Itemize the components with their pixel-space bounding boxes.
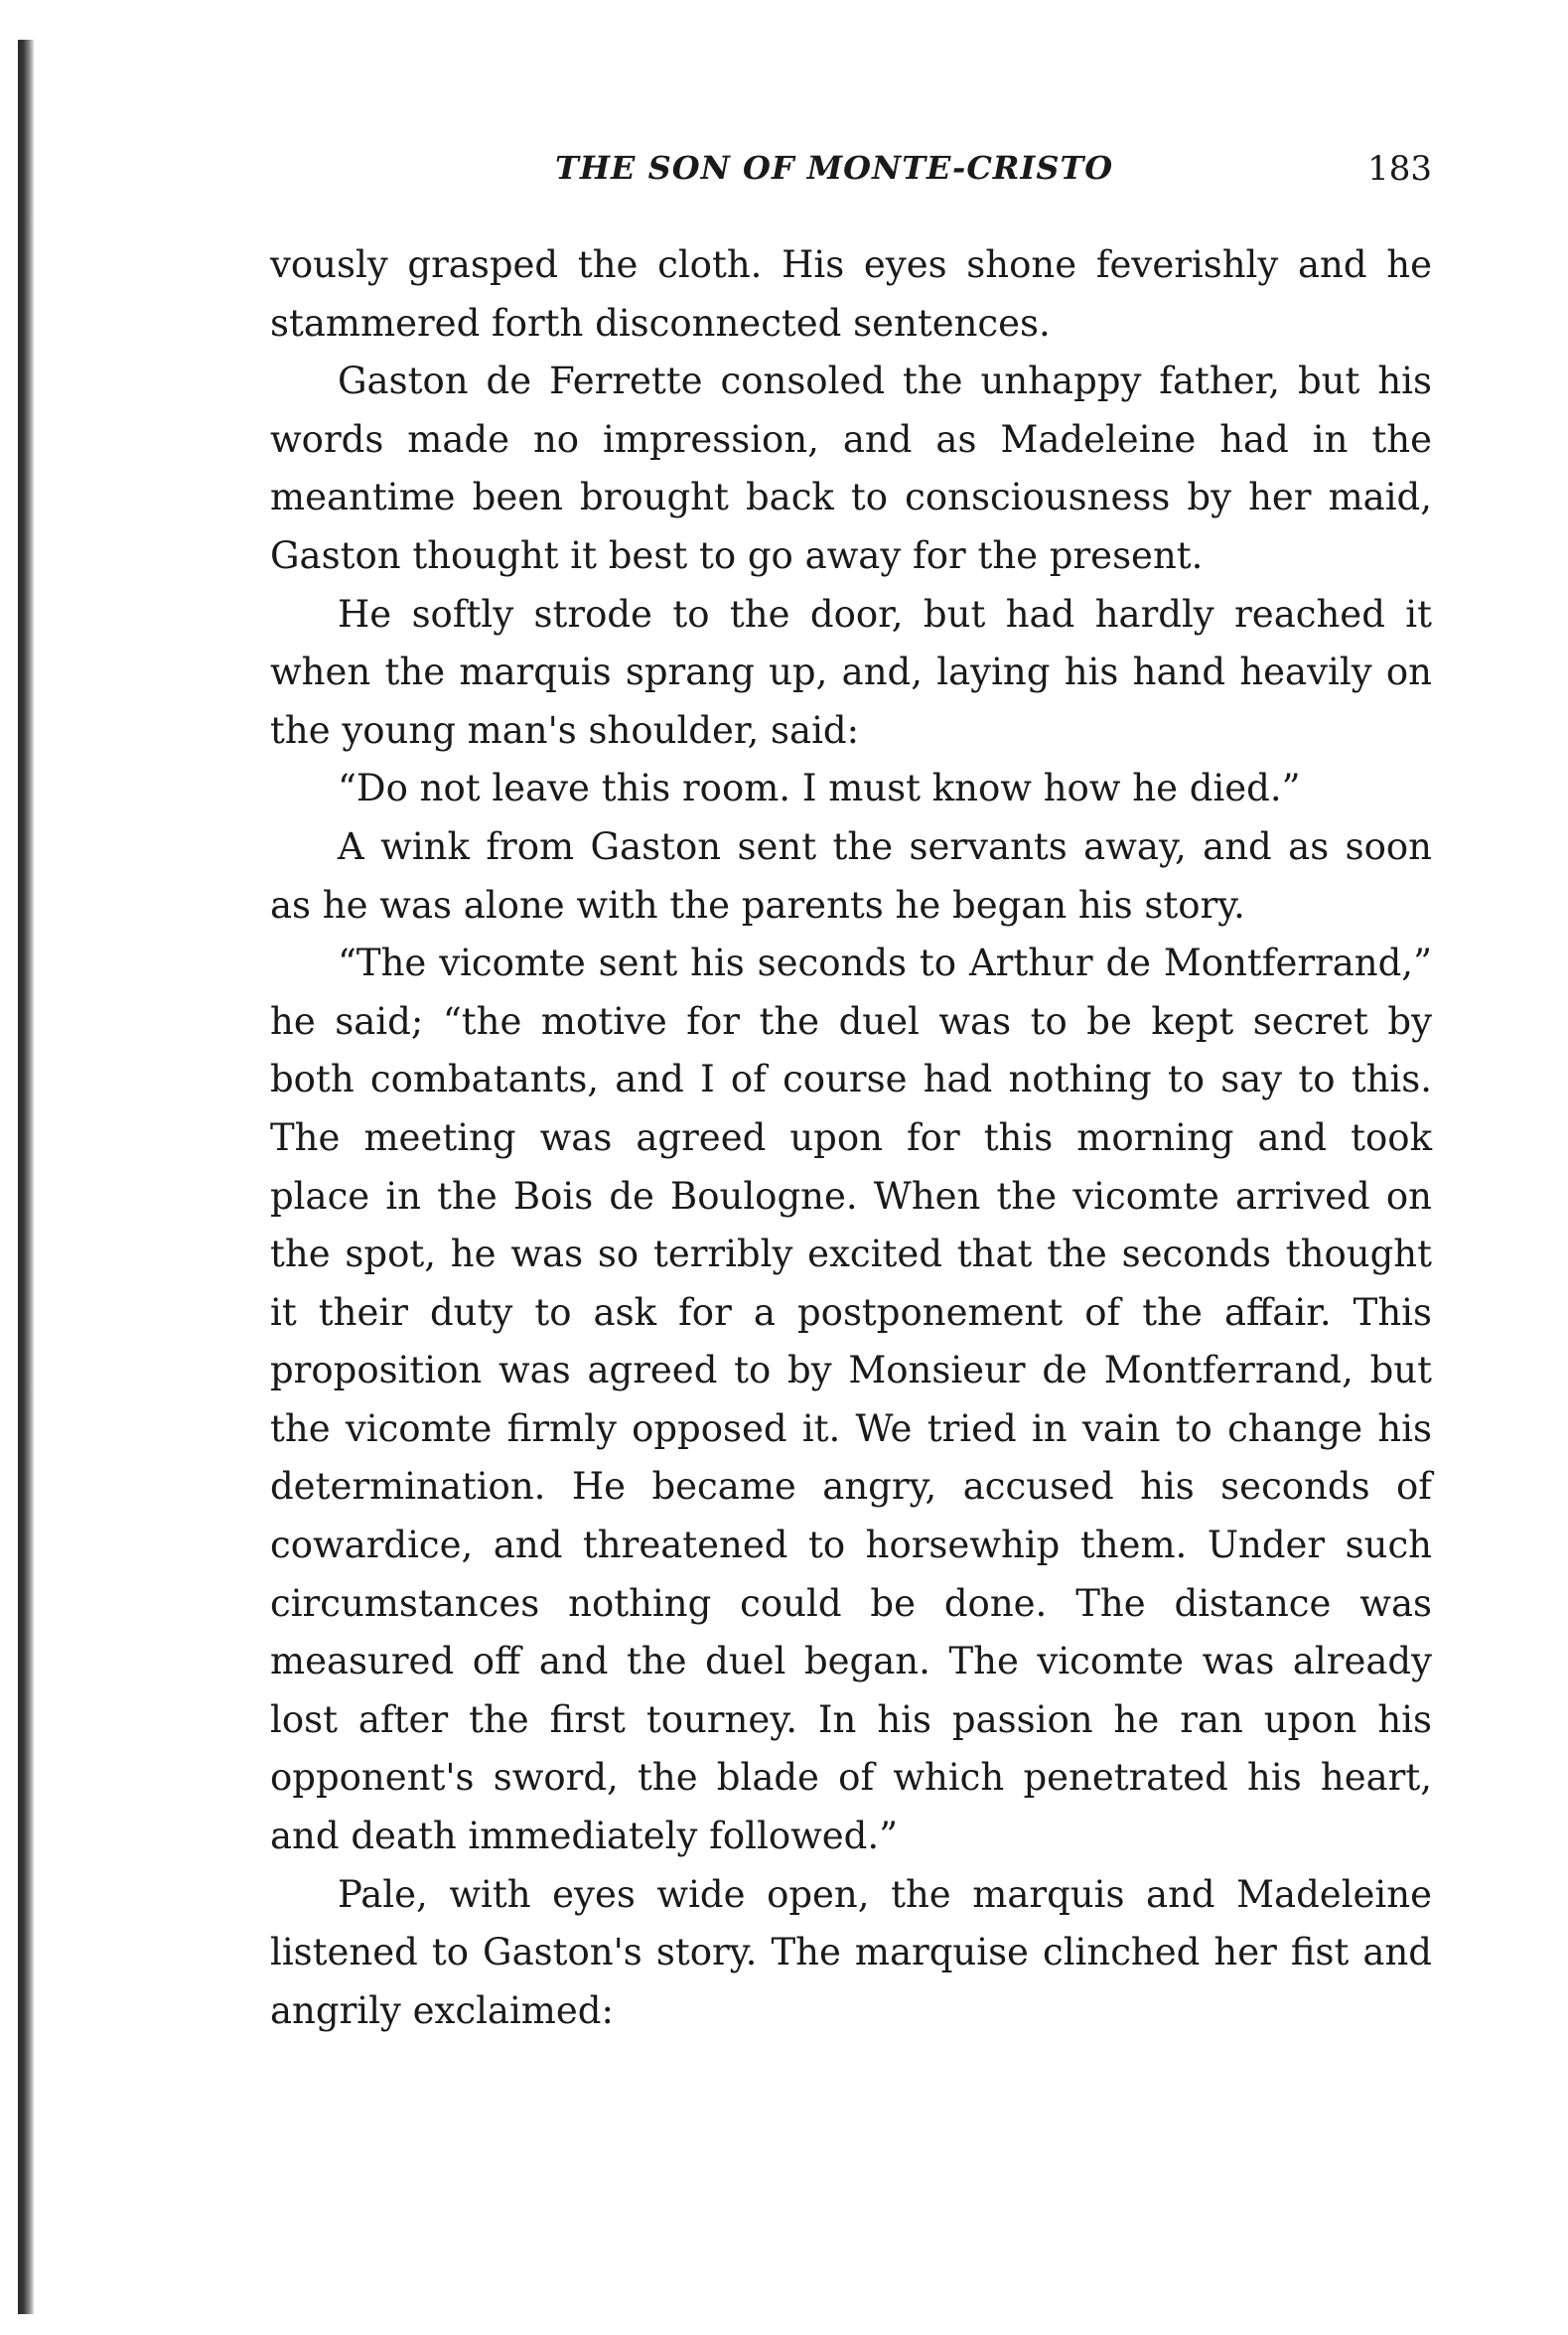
paragraph: He softly strode to the door, but had hardly reached it when the marquis sprang up, and, laying his hand heavily on the young man's shoulder, said: bbox=[270, 592, 1432, 752]
paragraph: Pale, with eyes wide open, the marquis and Madeleine listened to Gaston's story. The marquise clinched her fist and angrily exclaimed: bbox=[270, 1872, 1432, 2032]
book-binding-edge bbox=[18, 40, 34, 2314]
page-header bbox=[270, 149, 1432, 209]
running-title: THE SON OF MONTE-CRISTO bbox=[555, 149, 1114, 187]
paragraph: Gaston de Ferrette consoled the unhappy father, but his words made no impression, and as Madeleine had in the meantime been brought back to consciousness by her maid, Gaston thought it best to go away for the present. bbox=[270, 360, 1432, 577]
page-number: 183 bbox=[1367, 149, 1432, 189]
paragraph-continuation: vously grasped the cloth. His eyes shone feverishly and he stammered forth disconnected sentences. bbox=[270, 243, 1432, 345]
paragraph: “Do not leave this room. I must know how he died.” bbox=[338, 767, 1301, 810]
paragraph: “The vicomte sent his seconds to Arthur de Montferrand,” he said; “the motive for the duel was to be kept secret by both combatants, and I of course had nothing to say to this. The meeting was agreed upon for this morning and took place in the Bois de Boulogne. When the vicomte arrived on the spot, he was so terribly excited that the seconds thought it their duty to ask for a postponement of the affair. This proposition was agreed to by Monsieur de Montferrand, but the vicomte firmly opposed it. We tried in vain to change his determination. He became angry, accused his seconds of cowardice, and threatened to horsewhip them. Under such circumstances nothing could be done. The distance was measured off and the duel began. The vicomte was already lost after the first tourney. In his passion he ran upon his opponent's sword, the blade of which penetrated his heart, and death immediately followed.” bbox=[270, 942, 1432, 1858]
body-text bbox=[270, 236, 1432, 2040]
paragraph: A wink from Gaston sent the servants away, and as soon as he was alone with the parents he began his story. bbox=[270, 824, 1432, 927]
book-page bbox=[270, 149, 1432, 2040]
